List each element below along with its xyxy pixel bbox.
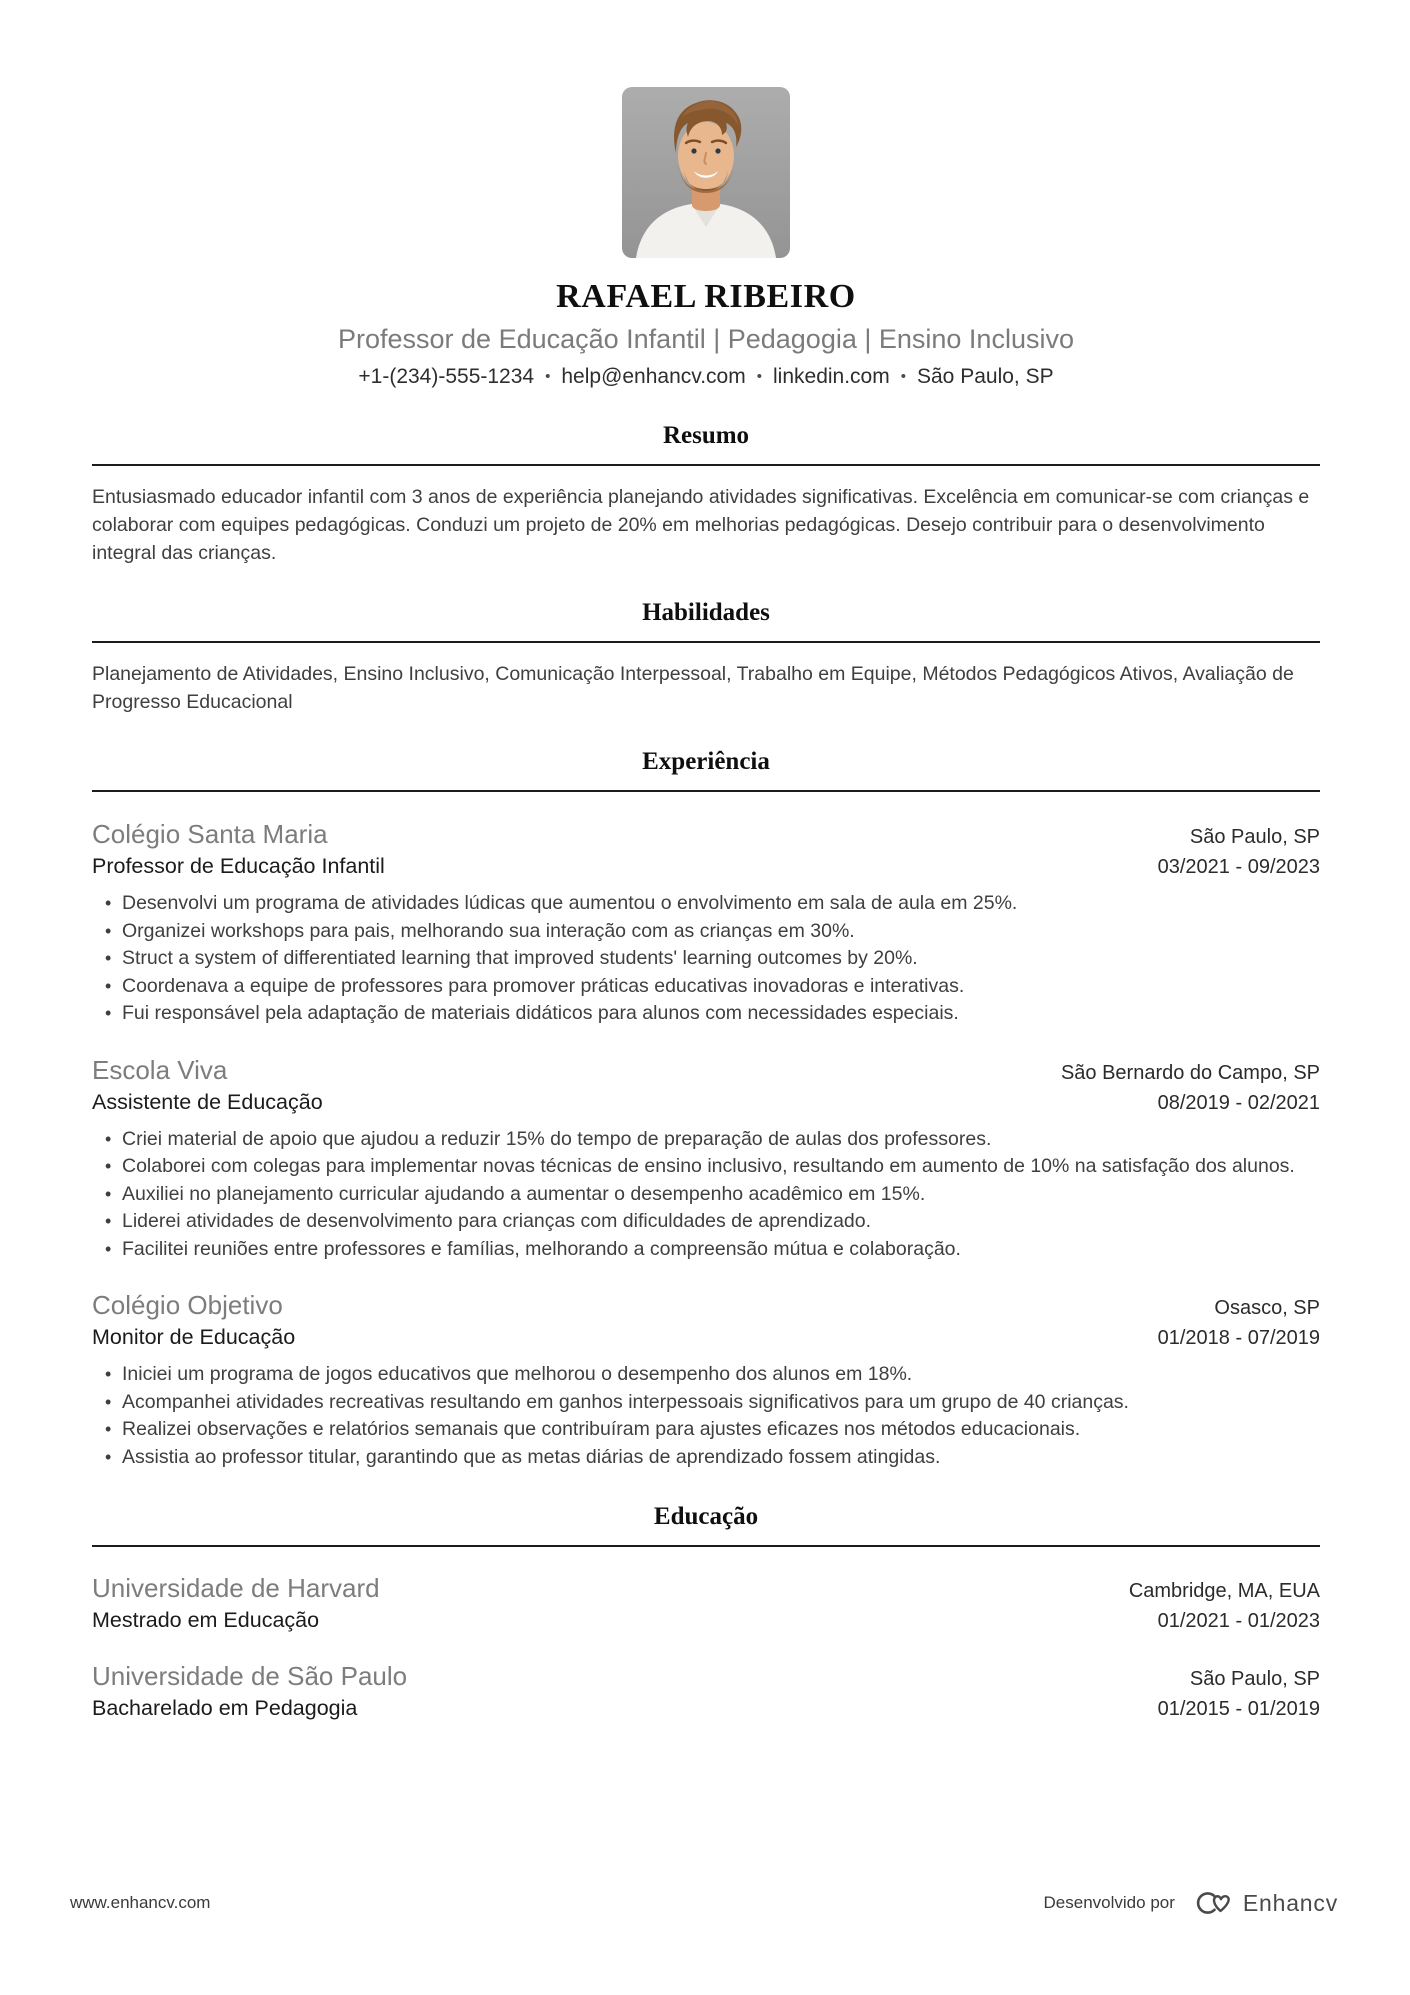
contact-email[interactable]: help@enhancv.com [561,365,746,388]
section-divider [92,464,1320,466]
education-section-title: Educação [653,1503,759,1530]
education-entry [92,1572,1320,1635]
job-dates: 08/2019 - 02/2021 [1157,1091,1320,1114]
contact-location: São Paulo, SP [917,365,1054,388]
education-dates: 01/2015 - 01/2019 [1157,1698,1320,1720]
masthead [92,0,1320,390]
job-bullets [92,1126,1320,1264]
section-education [92,1501,1320,1723]
education-entry [92,1660,1320,1723]
job-bullets [92,1361,1320,1471]
section-summary [92,420,1320,567]
bullet-item: • Iniciei um programa de jogos educativos que melhorou o desempenho dos alunos em 18%. [122,1361,1320,1389]
bullet-item: • Liderei atividades de desenvolvimento para crianças com dificuldades de aprendizado. [122,1208,1320,1236]
contact-phone: +1-(234)-555-1234 [358,365,535,388]
contact-separator: • [756,368,762,385]
bullet-item: • Colaborei com colegas para implementar novas técnicas de ensino inclusivo, resultando em aumento de 10% na satisfação dos alunos. [122,1153,1320,1181]
school-name: Universidade de São Paulo [92,1661,408,1691]
experience-entry [92,1054,1320,1264]
section-divider [92,641,1320,643]
powered-by [1044,1888,1338,1918]
job-dates: 03/2021 - 09/2023 [1157,856,1320,878]
bullet-item: • Organizei workshops para pais, melhorando sua interação com as crianças em 30%. [122,918,1320,946]
job-title: Assistente de Educação [92,1089,323,1114]
summary-section-title: Resumo [662,422,750,449]
experience-entry [92,1289,1320,1471]
headline: Professor de Educação Infantil | Pedagogia | Ensino Inclusivo [338,324,1074,354]
contact-separator: • [900,368,906,385]
enhancv-wordmark[interactable]: Enhancv [1242,1889,1338,1916]
section-divider [92,1545,1320,1547]
summary-text: Entusiasmado educador infantil com 3 anos de experiência planejando atividades significativas. Excelência em comunicar-se com crianças e colaborar com equipes pedagógicas. Conduzi um projeto de 20% em melhorias pedagógicas. Desejo contribuir para o desenvolvimento integral das crianças. [92,486,1310,564]
bullet-item: • Coordenava a equipe de professores para promover práticas educativas inovadoras e interativas. [122,973,1320,1001]
company-name: Colégio Santa Maria [92,819,328,849]
education-dates: 01/2021 - 01/2023 [1157,1610,1320,1632]
bullet-item: • Realizei observações e relatórios semanais que contribuíram para ajustes eficazes nos métodos educacionais. [122,1416,1320,1444]
enhancv-logo-icon[interactable] [1186,1888,1232,1918]
experience-section-title: Experiência [642,748,770,775]
portrait-illustration [622,87,790,258]
experience-entry [92,818,1320,1028]
contact-separator: • [545,368,551,385]
bullet-item: • Auxiliei no planejamento curricular ajudando a aumentar o desempenho acadêmico em 15%. [122,1181,1320,1209]
contact-linkedin[interactable]: linkedin.com [773,365,890,388]
section-divider [92,790,1320,792]
profile-photo [622,87,790,258]
footer [70,1888,1338,1918]
section-skills [92,597,1320,716]
job-location: São Bernardo do Campo, SP [1060,1061,1320,1084]
school-name: Universidade de Harvard [92,1573,380,1603]
bullet-item: • Assistia ao professor titular, garantindo que as metas diárias de aprendizado fossem atingidas. [122,1444,1320,1472]
school-location: Cambridge, MA, EUA [1128,1580,1320,1602]
candidate-name: RAFAEL RIBEIRO [556,278,856,315]
section-experience [92,746,1320,1471]
contact-row [92,364,1320,390]
company-name: Colégio Objetivo [92,1290,283,1320]
skills-text: Planejamento de Atividades, Ensino Inclusivo, Comunicação Interpessoal, Trabalho em Equipe, Métodos Pedagógicos Ativos, Avaliação de Progresso Educacional [92,663,1294,713]
job-bullets [92,890,1320,1028]
job-location: Osasco, SP [1214,1297,1320,1319]
degree: Bacharelado em Pedagogia [92,1696,358,1720]
bullet-item: • Acompanhei atividades recreativas resultando em ganhos interpessoais significativos para um grupo de 40 crianças. [122,1389,1320,1417]
bullet-item: • Struct a system of differentiated learning that improved students' learning outcomes by 20%. [122,945,1320,973]
company-name: Escola Viva [92,1054,228,1085]
footer-website[interactable]: www.enhancv.com [70,1893,211,1912]
school-location: São Paulo, SP [1189,1668,1320,1690]
job-dates: 01/2018 - 07/2019 [1157,1327,1320,1349]
job-title: Monitor de Educação [92,1325,296,1349]
degree: Mestrado em Educação [92,1608,320,1632]
bullet-item: • Facilitei reuniões entre professores e famílias, melhorando a compreensão mútua e colaboração. [122,1236,1320,1264]
bullet-item: • Criei material de apoio que ajudou a reduzir 15% do tempo de preparação de aulas dos professores. [122,1126,1320,1154]
bullet-item: • Fui responsável pela adaptação de materiais didáticos para alunos com necessidades especiais. [122,1000,1320,1028]
bullet-item: • Desenvolvi um programa de atividades lúdicas que aumentou o envolvimento em sala de aula em 25%. [122,890,1320,918]
job-title: Professor de Educação Infantil [92,854,385,878]
skills-section-title: Habilidades [642,599,770,626]
powered-by-label: Desenvolvido por [1043,1893,1175,1912]
job-location: São Paulo, SP [1189,826,1320,848]
